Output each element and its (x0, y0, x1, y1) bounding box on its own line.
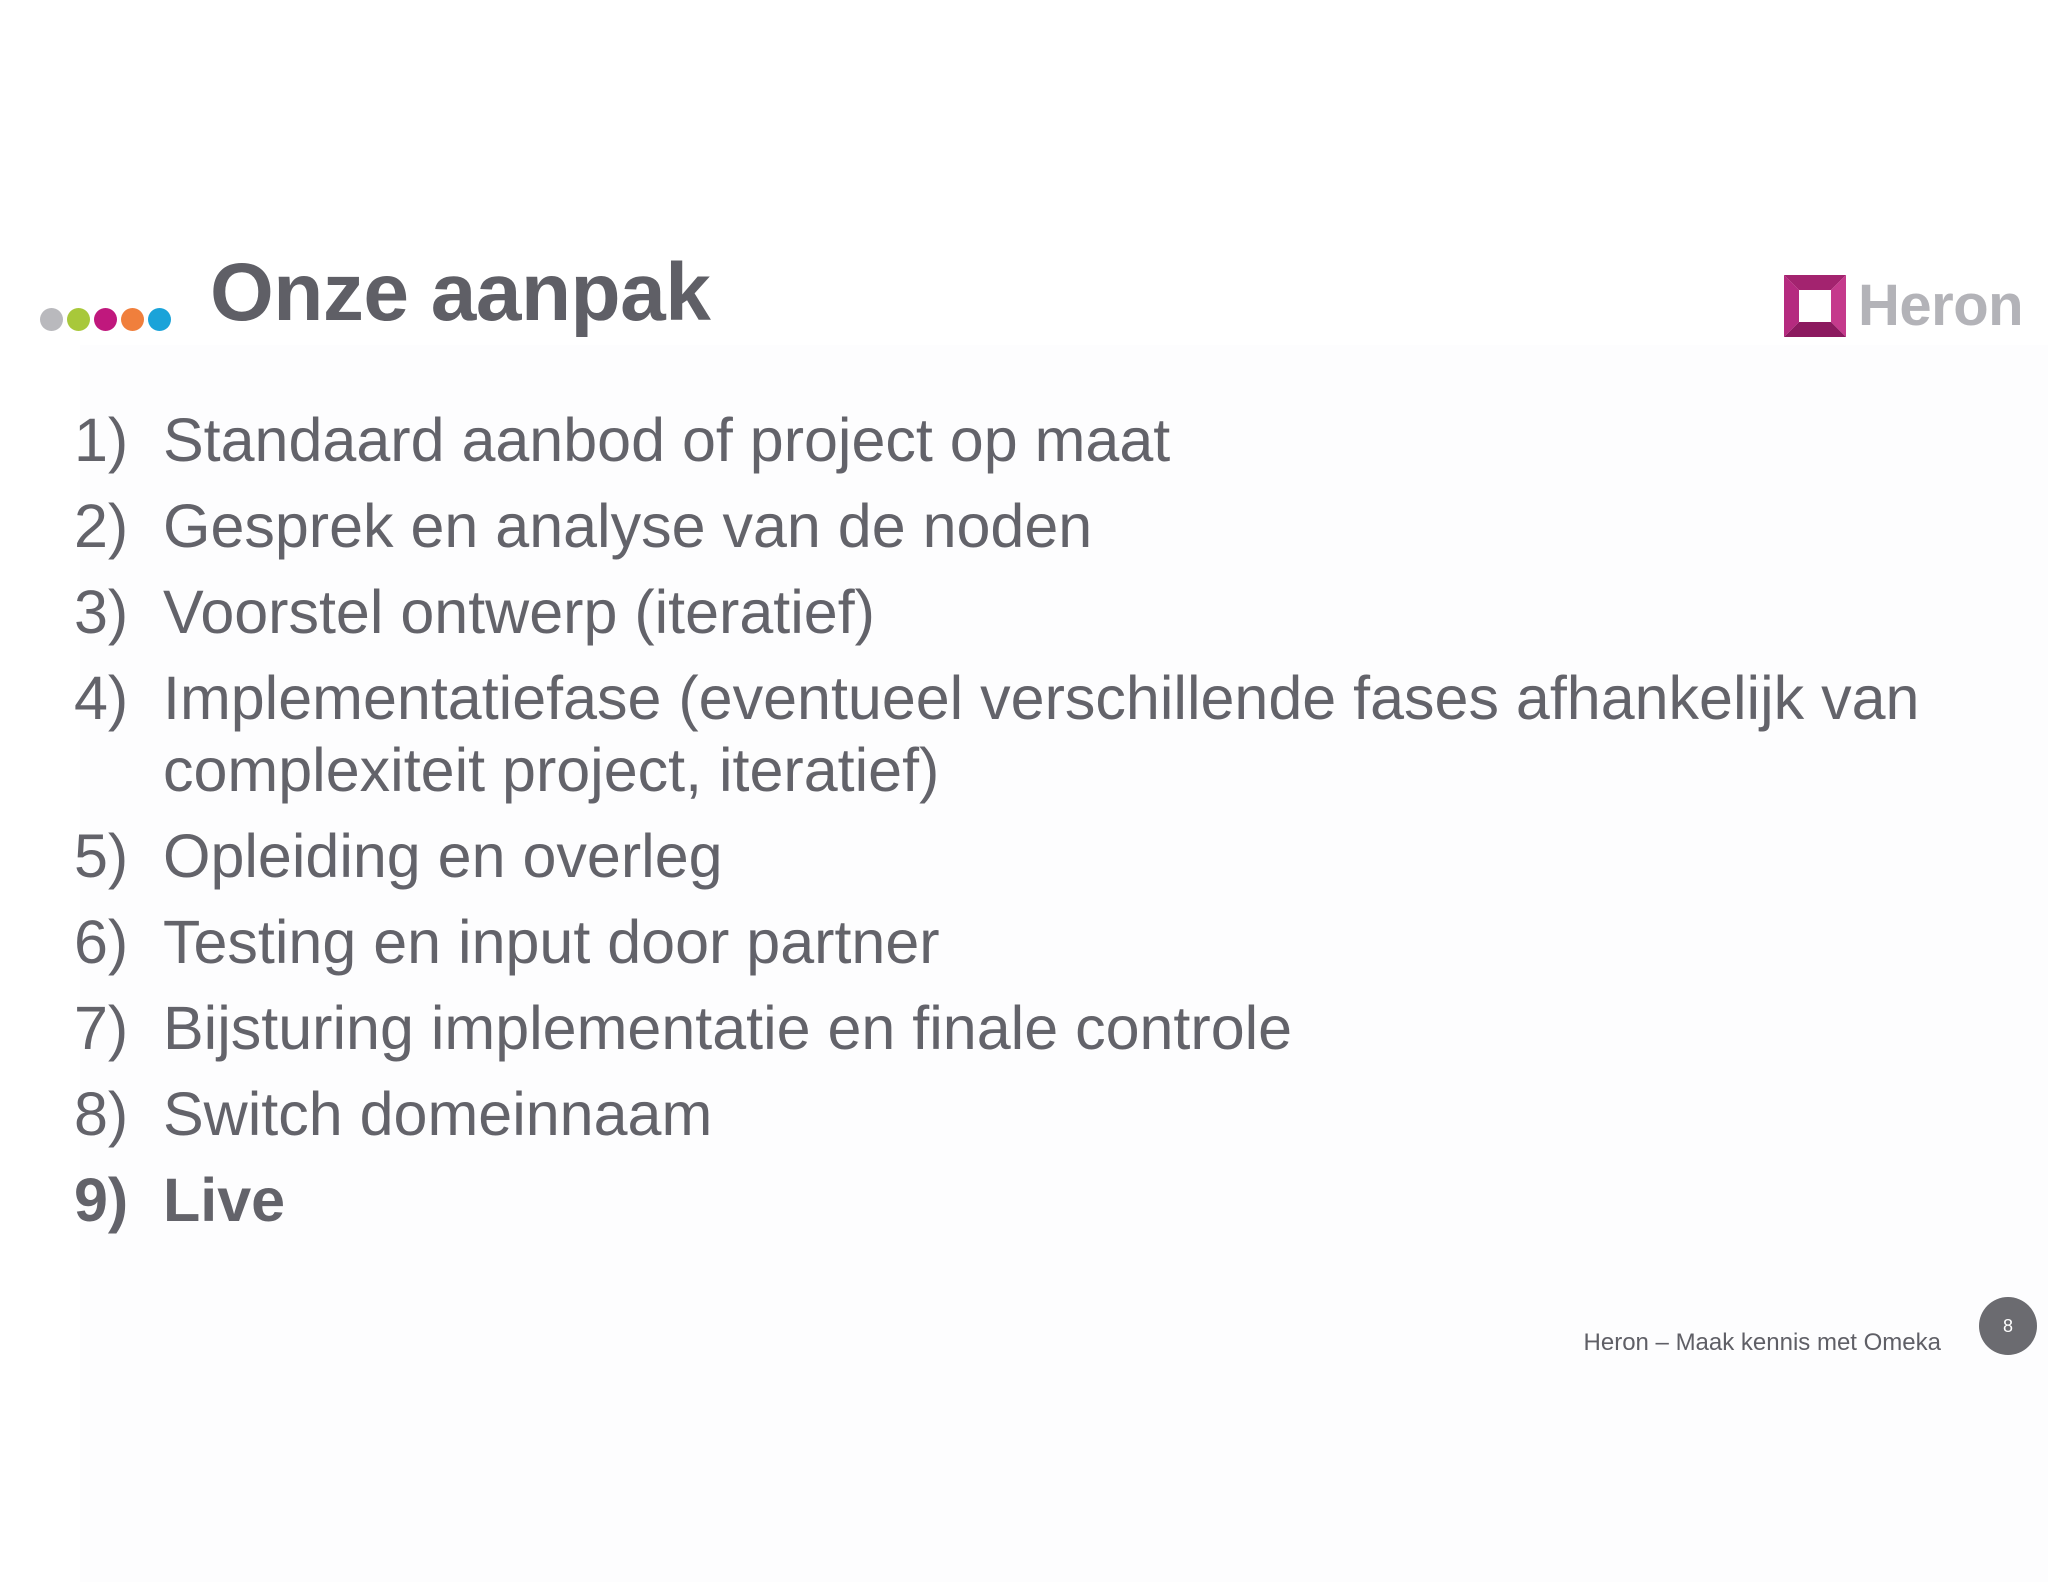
list-item (74, 404, 1994, 476)
step-number: 4) (74, 664, 129, 732)
step-text: Opleiding en overleg (163, 822, 723, 890)
accent-dots (40, 308, 171, 331)
step-number: 8) (74, 1080, 129, 1148)
slide-title: Onze aanpak (210, 247, 711, 338)
step-text: Implementatiefase (eventueel verschillende fases afhankelijk van complexiteit project, iteratief) (163, 664, 1920, 804)
step-number: 9) (74, 1166, 129, 1234)
step-text: Live (163, 1166, 286, 1234)
heron-square-logo-icon (1784, 275, 1846, 337)
steps-list (74, 404, 1994, 1250)
step-text: Testing en input door partner (163, 908, 940, 976)
list-item (74, 1078, 1994, 1150)
step-text: Switch domeinnaam (163, 1080, 713, 1148)
accent-dot-blue (148, 308, 171, 331)
step-text: Voorstel ontwerp (iteratief) (163, 578, 875, 646)
list-item (74, 576, 1994, 648)
accent-dot-orange (121, 308, 144, 331)
heron-logo (1784, 275, 2023, 337)
footer-text: Heron – Maak kennis met Omeka (1583, 1329, 1941, 1356)
step-number: 1) (74, 406, 129, 474)
list-item (74, 1164, 1994, 1236)
logo-wordmark: Heron (1858, 273, 2024, 338)
step-number: 5) (74, 822, 129, 890)
step-number: 6) (74, 908, 129, 976)
step-number: 7) (74, 994, 129, 1062)
step-text: Standaard aanbod of project op maat (163, 406, 1171, 474)
step-text: Gesprek en analyse van de noden (163, 492, 1093, 560)
list-item (74, 820, 1994, 892)
list-item (74, 490, 1994, 562)
list-item (74, 992, 1994, 1064)
page-number-badge: 8 (1979, 1297, 2037, 1355)
accent-dot-grey (40, 308, 63, 331)
list-item (74, 906, 1994, 978)
accent-dot-magenta (94, 308, 117, 331)
step-number: 3) (74, 578, 129, 646)
step-text: Bijsturing implementatie en finale controle (163, 994, 1293, 1062)
list-item (74, 662, 1994, 806)
accent-dot-green (67, 308, 90, 331)
step-number: 2) (74, 492, 129, 560)
